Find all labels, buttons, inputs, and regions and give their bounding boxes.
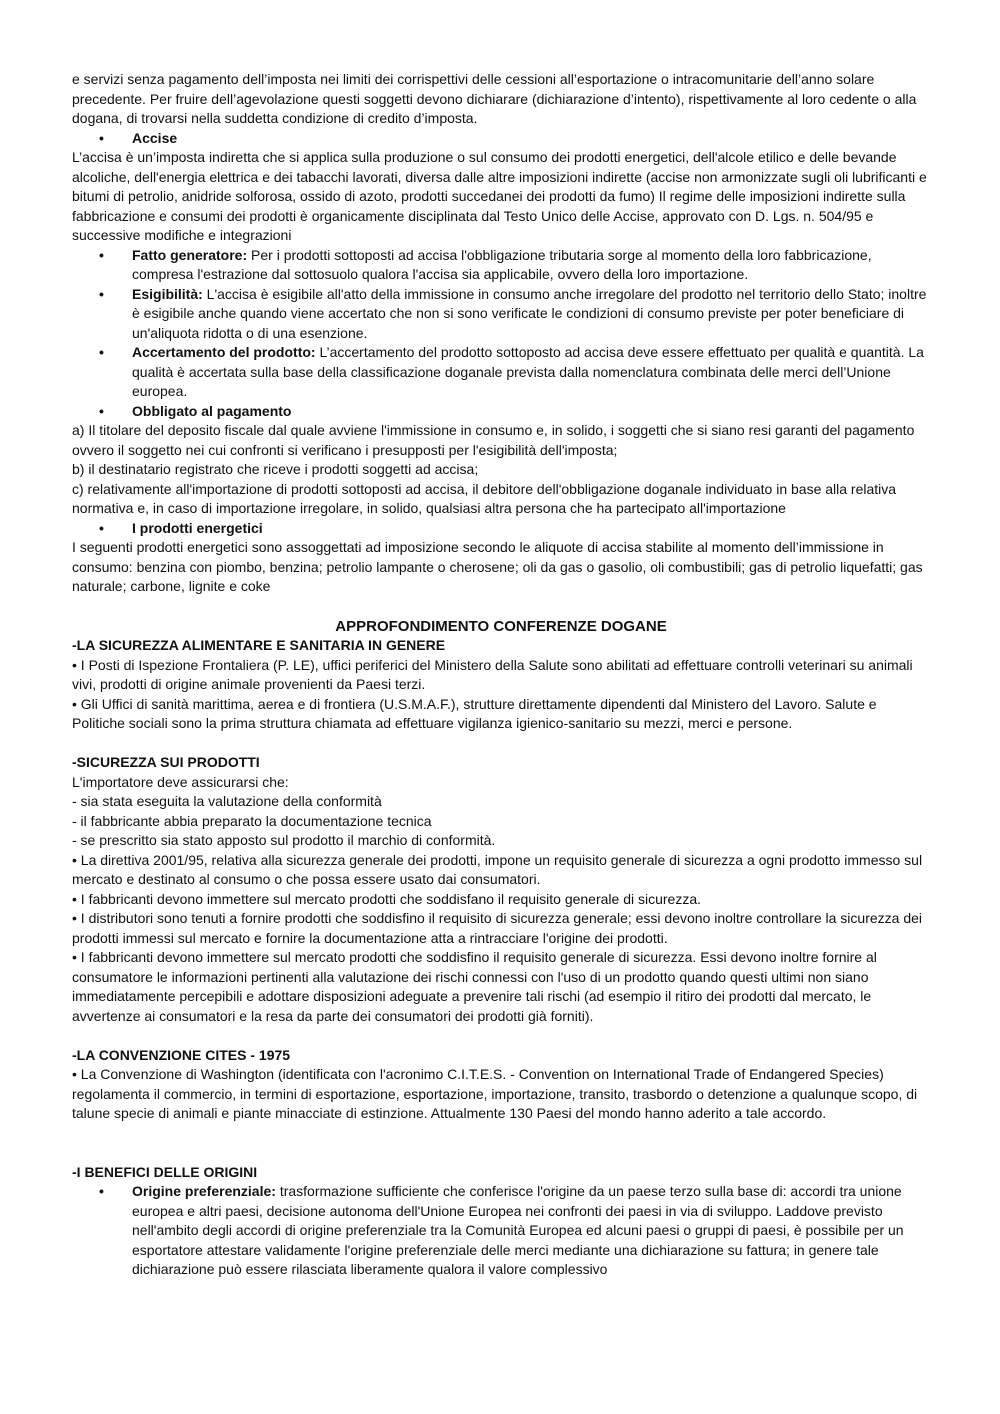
obbligato-c: c) relativamente all'importazione di prodotti sottoposti ad accisa, il debitore dell'obbligazione doganale individuato in base alla relativa normativa e, in caso di importazione irregolare, in solido, qualsiasi altra persona che ha partecipato all'importazione <box>72 480 897 516</box>
sicurezza-prodotti-p2: • I fabbricanti devono immettere sul mercato prodotti che soddisfano il requisito generale di sicurezza. <box>72 890 702 907</box>
bullet-icon: • <box>99 246 104 263</box>
cites-paragraph: • La Convenzione di Washington (identificata con l'acronimo C.I.T.E.S. - Convention on International Trade of Endangered Species) regolamenta il commercio, in termini di esportazione, esportazione, importazione, transito, trasbordo o detenzione a qualunque scopo, di talune specie di animali e piante minacciate di estinzione. Attualmente 130 Paesi del mondo hanno aderito a tale accordo. <box>72 1066 918 1121</box>
accise-paragraph: L’accisa è un’imposta indiretta che si applica sulla produzione o sul consumo dei prodotti energetici, dell'alcole etilico e delle bevande alcoliche, dell'energia elettrica e dei tabacchi lavorati, diversa dalle altre imposizioni indirette (accise non armonizzate sugli oli lubrificanti e bitumi di petrolio, anidride solforosa, ossido di azoto, prodotti succedanei dei prodotti da fumo) Il regime delle imposizioni indirette sulla fabbricazione e consumi dei prodotti è organicamente disciplinata dal Testo Unico delle Accise, approvato con D. Lgs. n. 504/95 e successive modifiche e integrazioni <box>72 149 927 243</box>
sicurezza-prodotti-line: - sia stata eseguita la valutazione della conformità <box>72 793 382 809</box>
list-item: • Fatto generatore: Per i prodotti sottoposti ad accisa l'obbligazione tributaria sorge al momento della loro fabbricazione, compresa l'estrazione dal sottosuolo qualora l'accisa sia applicabile, ovvero della loro importazione. <box>99 246 872 282</box>
spacer <box>72 734 930 754</box>
bullet-icon: • <box>99 129 104 146</box>
intro-paragraph: e servizi senza pagamento dell’imposta nei limiti dei corrispettivi delle cessioni all’esportazione o intracomunitarie dell’anno solare precedente. Per fruire dell’agevolazione questi soggetti devono dichiarare (dichiarazione d’intento), rispettivamente al loro cedente o alla dogana, di trovarsi nella suddetta condizione di credito d’imposta. <box>72 71 917 126</box>
sicurezza-prodotti-p4: • I fabbricanti devono immettere sul mercato prodotti che soddisfino il requisito generale di sicurezza. Essi devono inoltre fornire al consumatore le informazioni pertinenti alla valutazione dei rischi connessi con l'uso di un prodotto quando questi ultimi non siano immediatamente percepibili e adottare disposizioni adeguate a prevenire tali rischi (ad esempio il ritiro dei prodotti dal mercato, le avvertenze ai consumatori e la resa da parte dei consumatori dei prodotti già forniti). <box>72 949 877 1024</box>
sicurezza-alimentare-p2: • Gli Uffici di sanità marittima, aerea e di frontiera (U.S.M.A.F.), strutture direttamente dipendenti dal Ministero del Lavoro. Salute e Politiche sociali sono la prima struttura chiamata ad effettuare vigilanza igienico-sanitario su mezzi, merci e persone. <box>72 695 877 731</box>
sicurezza-prodotti-heading: -SICUREZZA SUI PRODOTTI <box>72 754 260 770</box>
list-item: • Esigibilità: L'accisa è esigibile all'atto della immissione in consumo anche irregolare del prodotto nel territorio dello Stato; inoltre è esigibile anche quando viene accertato che non si sono verificate le condizioni di consumo previste per poter beneficiare di un'aliquota ridotta o di una esenzione. <box>99 285 927 341</box>
sicurezza-alimentare-p1: • I Posti di Ispezione Frontaliera (P. LE), uffici periferici del Ministero della Salute sono abilitati ad effettuare controlli veterinari su animali vivi, prodotti di origine animale provenienti da Paesi terzi. <box>72 656 913 692</box>
bullet-icon: • <box>99 402 104 419</box>
section-title: APPROFONDIMENTO CONFERENZE DOGANE <box>335 617 667 635</box>
sicurezza-prodotti-p3: • I distributori sono tenuti a fornire prodotti che soddisfino il requisito di sicurezza generale; essi devono inoltre controllare la sicurezza dei prodotti immessi sul mercato e fornire la documentazione atta a rintracciare l'origine dei prodotti. <box>72 910 923 946</box>
sicurezza-prodotti-line: - il fabbricante abbia preparato la documentazione tecnica <box>72 812 432 829</box>
obbligato-a: a) Il titolare del deposito fiscale dal quale avviene l'immissione in consumo e, in solido, i soggetti che si siano resi garanti del pagamento ovvero il soggetto nei cui confronti si verificano i presupposti per l'esigibilità dell'imposta; <box>72 422 915 458</box>
bullet-icon: • <box>99 1183 104 1199</box>
obbligato-heading: • Obbligato al pagamento <box>72 402 930 422</box>
accise-heading: • Accise <box>72 129 930 149</box>
obbligato-b: b) il destinatario registrato che riceve i prodotti soggetti ad accisa; <box>72 461 479 477</box>
bullet-icon: • <box>99 285 104 302</box>
benefici-heading: -I BENEFICI DELLE ORIGINI <box>72 1163 258 1180</box>
bullet-icon: • <box>99 519 104 536</box>
cites-heading: -LA CONVENZIONE CITES - 1975 <box>72 1046 291 1063</box>
sicurezza-prodotti-p1: • La direttiva 2001/95, relativa alla sicurezza generale dei prodotti, impone un requisito generale di sicurezza a ogni prodotto immesso sul mercato e destinato al consumo o che possa essere usato dai consumatori. <box>72 851 923 887</box>
spacer <box>72 1026 930 1046</box>
bullet-icon: • <box>99 344 104 360</box>
energetici-heading: • I prodotti energetici <box>72 519 930 539</box>
sicurezza-prodotti-line: - se prescritto sia stato apposto sul prodotto il marchio di conformità. <box>72 832 496 848</box>
energetici-paragraph: I seguenti prodotti energetici sono assoggettati ad imposizione secondo le aliquote di accisa stabilite al momento dell’immissione in consumo: benzina con piombo, benzina; petrolio lampante o cherosene; oli da gas o gasolio, oli combustibili; gas di petrolio liquefatti; gas naturale; carbone, lignite e coke <box>72 539 923 594</box>
list-item: • Accertamento del prodotto: L’accertamento del prodotto sottoposto ad accisa deve essere effettuato per qualità e quantità. La qualità è accertata sulla base della classificazione doganale prevista dalla nomenclatura combinata delle merci dell’Unione europea. <box>99 344 924 399</box>
spacer <box>72 1124 930 1163</box>
list-item: • Origine preferenziale: trasformazione sufficiente che conferisce l'origine da un paese terzo sulla base di: accordi tra unione europea e altri paesi, decisione autonoma dell'Unione Europea nei confronti dei paesi in via di sviluppo. Laddove previsto nell'ambito degli accordi di origine preferenziale tra la Comunità Europea ed alcuni paesi o gruppi di paesi, è possibile per un esportatore attestare validamente l'origine preferenziale delle merci mediante una dichiarazione su fattura; in genere tale dichiarazione può essere rilasciata liberamente qualora il valore complessivo <box>99 1183 904 1277</box>
sicurezza-prodotti-line: L'importatore deve assicurarsi che: <box>72 773 289 790</box>
sicurezza-alimentare-heading: -LA SICUREZZA ALIMENTARE E SANITARIA IN GENERE <box>72 637 446 653</box>
